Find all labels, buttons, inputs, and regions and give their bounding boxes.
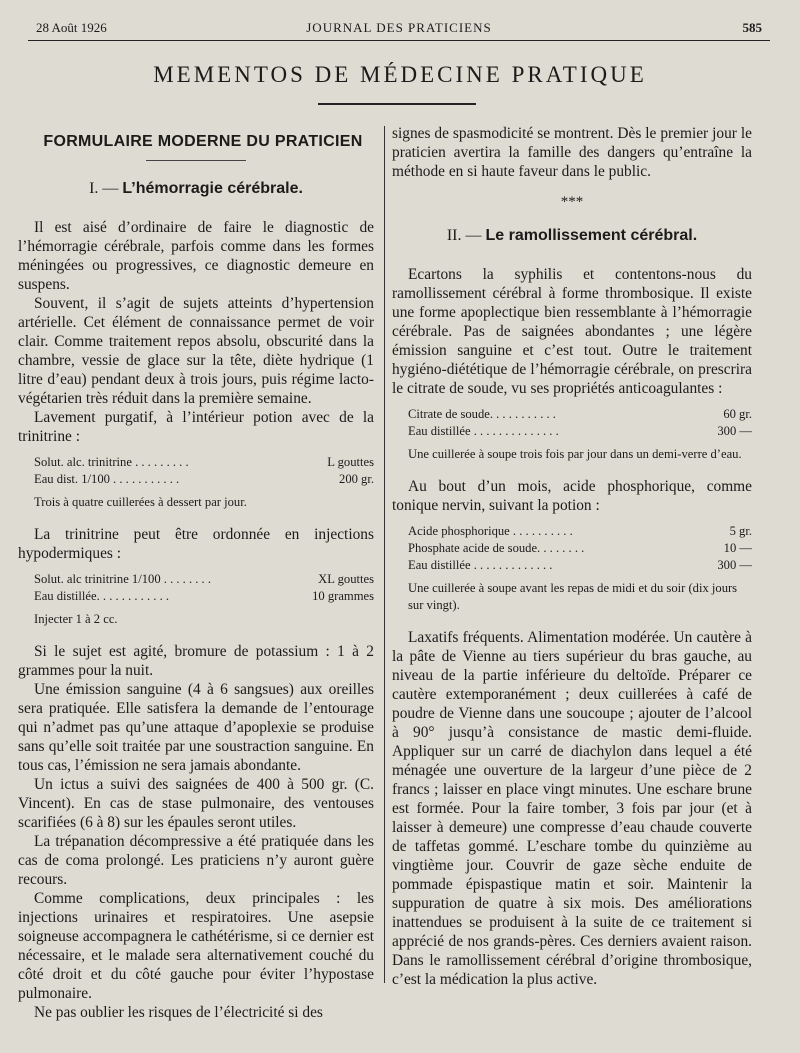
subheading-1 — [18, 179, 374, 198]
prescription-line — [34, 588, 374, 605]
ingredient: Eau dist. 1/100 . . . . . . . . . . . — [34, 472, 180, 486]
subheading-2-text: Le ramollissement cérébral. — [485, 227, 698, 244]
paragraph: Si le sujet est agité, bromure de potassium : 1 à 2 grammes pour la nuit. — [18, 643, 374, 679]
subheading-2-number: II. — — [446, 227, 482, 244]
prescription-1 — [34, 454, 374, 488]
ingredient: Solut. alc. trinitrine . . . . . . . . . — [34, 455, 189, 469]
running-header — [36, 20, 762, 42]
prescription-3 — [408, 406, 752, 440]
page-title: MEMENTOS DE MÉDECINE PRATIQUE — [153, 62, 647, 87]
subheading-1-text: L’hémorragie cérébrale. — [122, 180, 303, 197]
ingredient: Solut. alc trinitrine 1/100 . . . . . . . . — [34, 572, 211, 586]
quantity: 300 — — [717, 558, 752, 572]
ingredient: Eau distillée. . . . . . . . . . . . — [34, 589, 170, 603]
prescription-4 — [408, 523, 752, 574]
paragraph: Un ictus a suivi des saignées de 400 à 500 gr. (C. Vincent). En cas de stase pulmonaire, des ventouses scarifiées (6 à 8) sur les épaules seront utiles. — [18, 776, 374, 831]
paragraph: La trinitrine peut être ordonnée en injections hypodermiques : — [18, 526, 374, 562]
prescription-line — [408, 540, 752, 557]
ingredient: Acide phosphorique . . . . . . . . . . — [408, 524, 573, 538]
title-rule — [318, 103, 476, 105]
paragraph: Comme complications, deux principales : les injections urinaires et respiratoires. Une asepsie soigneuse accompagnera le cathétérisme, si ce dernier est nécessaire, et le malade sera alternativement couché du côté droit et du côté gauche pour éviter l’hypostase pulmonaire. — [18, 890, 374, 1002]
paragraph: signes de spasmodicité se montrent. Dès le premier jour le praticien avertira la famille des dangers qu’entraîne la méthode en si haute faveur dans le public. — [392, 125, 752, 180]
prescription-line — [34, 471, 374, 488]
quantity: XL gouttes — [318, 572, 374, 586]
prescription-line — [408, 557, 752, 574]
issue-date: 28 Août 1926 — [36, 20, 107, 35]
quantity: 200 gr. — [339, 472, 374, 486]
column-divider — [384, 126, 385, 983]
ingredient: Citrate de soude. . . . . . . . . . . — [408, 407, 556, 421]
paragraph: Souvent, il s’agit de sujets atteints d’hypertension artérielle. Cet élément de connaissance permet de voir clair. Comme traitement repos absolu, obscurité dans la chambre, vessie de glace sur la tête, diète hydrique (1 litre d’eau) pendant deux à trois jours, puis régime lacto-végétarien très réduit dans la première semaine. — [18, 295, 374, 407]
quantity: L gouttes — [327, 455, 374, 469]
paragraph: Lavement purgatif, à l’intérieur potion avec de la trinitrine : — [18, 409, 374, 445]
quantity: 10 — — [723, 541, 752, 555]
quantity: 5 gr. — [729, 524, 752, 538]
prescription-line — [408, 406, 752, 423]
quantity: 300 — — [717, 424, 752, 438]
paragraph: Ecartons la syphilis et contentons-nous du ramollissement cérébral à forme thrombosique. Il existe une forme apoplectique bien ressemblante à l’hémorragie cérébrale. Pas de saignées abondantes ; une légère émission sanguine et c’est tout. Outre le traitement hygiéno-diététique de l’hémorragie cérébrale, on prescrira le citrate de soude, vu ses propriétés anticoagulantes : — [392, 266, 752, 397]
prescription-line — [34, 571, 374, 588]
section-rule — [146, 160, 246, 161]
prescription-note: Une cuillerée à soupe trois fois par jour dans un demi-verre d’eau. — [408, 447, 742, 461]
right-column — [392, 124, 752, 989]
paragraph: Laxatifs fréquents. Alimentation modérée. Un cautère à la pâte de Vienne au tiers supérieur du bras gauche, au niveau de la partie inférieure du deltoïde. Préparer ce cautère extemporanément ; deux cuillerées à café de poudre de Vienne dans une soucoupe ; ajouter de l’alcool à 90° jusqu’à consistance de mastic demi-fluide. Appliquer sur un carré de diachylon dans lequel a été ménagée une ouverture de la largeur d’une pièce de 2 francs ; laisser en place vingt minutes. Une eschare brune est formée. Pour la faire tomber, 3 fois par jour (et à laisser à demeure) une compresse d’eau chaude couverte de taffetas gommé. L’eschare tombe du quinzième au vingtième jour. Couvrir de gaze sèche enduite de pommade épispastique matin et soir. Maintenir la suppuration de quatre à six mois. Des améliorations inattendues se produisent à la suite de ce traitement si apprécié de nos grands-pères. Ces derniers avaient raison. Dans le ramollissement cérébral d’origine thrombosique, c’est la médication la plus active. — [392, 629, 752, 988]
paragraph: Au bout d’un mois, acide phosphorique, comme tonique nervin, suivant la potion : — [392, 478, 752, 514]
prescription-2 — [34, 571, 374, 605]
subheading-1-number: I. — — [89, 180, 119, 197]
header-rule — [28, 40, 770, 41]
quantity: 60 gr. — [723, 407, 752, 421]
paragraph: Il est aisé d’ordinaire de faire le diagnostic de l’hémorragie cérébrale, parfois comme dans les formes méningées ou progressives, ce diagnostic demeure en suspens. — [18, 219, 374, 293]
quantity: 10 grammes — [312, 589, 374, 603]
section-separator: *** — [560, 194, 584, 210]
ingredient: Eau distillée . . . . . . . . . . . . . . — [408, 424, 559, 438]
subheading-2 — [392, 226, 752, 245]
ingredient: Phosphate acide de soude. . . . . . . . — [408, 541, 585, 555]
prescription-note: Trois à quatre cuillerées à dessert par jour. — [34, 495, 247, 509]
page-number: 585 — [742, 20, 762, 35]
left-column — [18, 124, 374, 1022]
prescription-line — [408, 423, 752, 440]
paragraph: La trépanation décompressive a été pratiquée dans les cas de coma prolongé. Les praticiens n’y auront guère recours. — [18, 833, 374, 888]
paragraph: Une émission sanguine (4 à 6 sangsues) aux oreilles sera pratiquée. Elle satisfera la demande de l’entourage qui n’admet pas qu’une attaque d’apoplexie se produise sans qu’elle soit traitée par une soustraction sanguine. En tous cas, l’émission ne sera jamais abondante. — [18, 681, 374, 774]
ingredient: Eau distillée . . . . . . . . . . . . . — [408, 558, 553, 572]
prescription-line — [408, 523, 752, 540]
section-title: FORMULAIRE MODERNE DU PRATICIEN — [43, 133, 363, 150]
journal-name: JOURNAL DES PRATICIENS — [306, 20, 492, 35]
paragraph: Ne pas oublier les risques de l’électricité si des — [34, 1004, 323, 1021]
prescription-note: Injecter 1 à 2 cc. — [34, 612, 118, 626]
prescription-line — [34, 454, 374, 471]
prescription-note: Une cuillerée à soupe avant les repas de midi et du soir (dix jours sur vingt). — [408, 581, 738, 612]
